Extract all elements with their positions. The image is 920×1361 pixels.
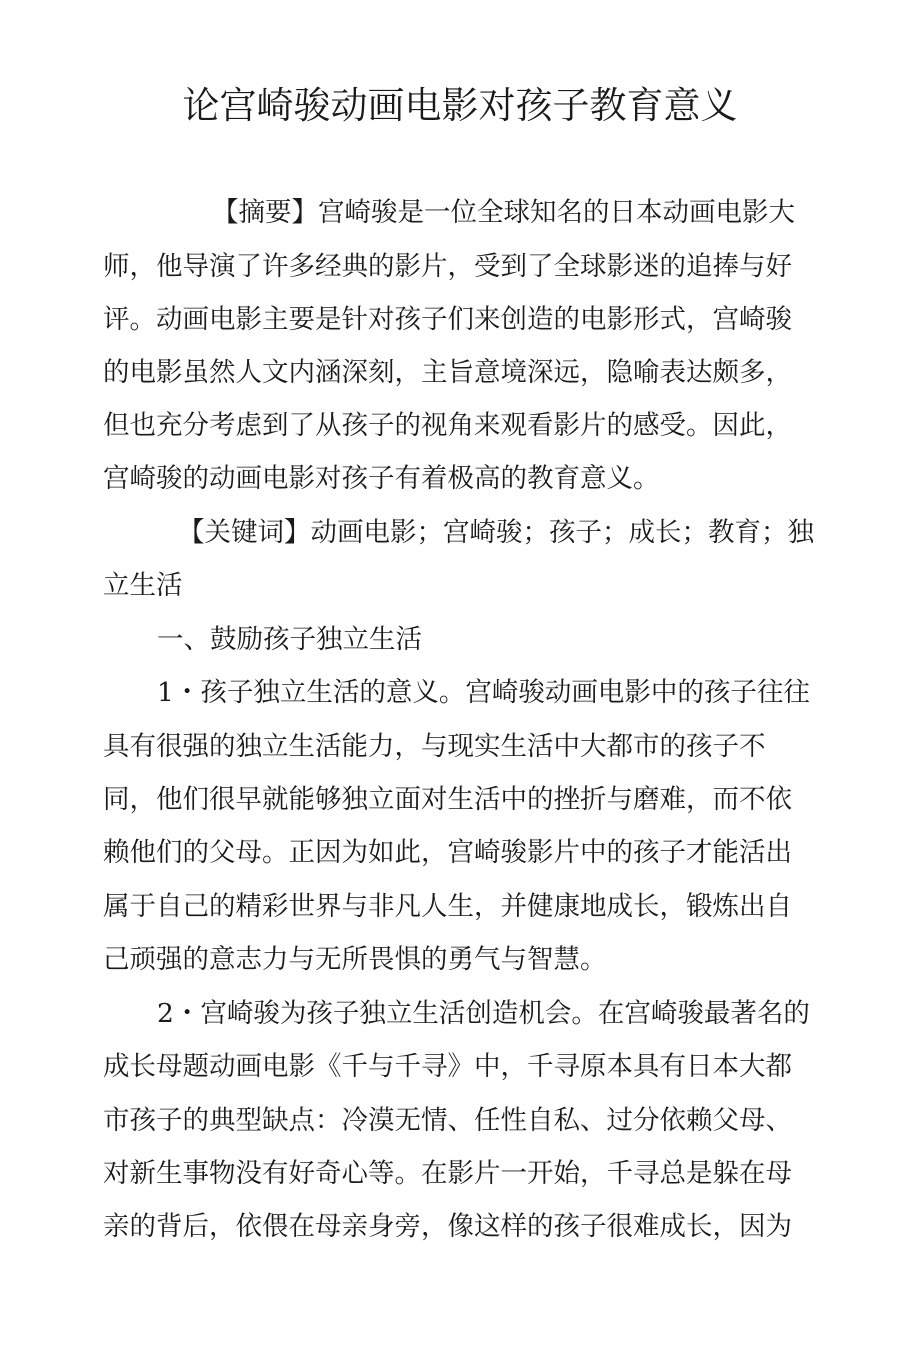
paragraph-2-line-2: 成长母题动画电影《千与千寻》中，千寻原本具有日本大都 — [103, 1051, 792, 1082]
section-heading: 一、鼓励孩子独立生活 — [157, 624, 422, 655]
paragraph-2-line-4: 对新生事物没有好奇心等。在影片一开始，千寻总是躲在母 — [103, 1158, 792, 1189]
abstract-line-4: 的电影虽然人文内涵深刻，主旨意境深远，隐喻表达颇多， — [103, 357, 792, 388]
paragraph-2-line-3: 市孩子的典型缺点：冷漠无情、任性自私、过分依赖父母、 — [103, 1105, 792, 1136]
abstract-line-3: 评。动画电影主要是针对孩子们来创造的电影形式，宫崎骏 — [103, 304, 792, 335]
paragraph-1-line-4: 赖他们的父母。正因为如此，宫崎骏影片中的孩子才能活出 — [103, 837, 792, 868]
paragraph-1-line-6: 己顽强的意志力与无所畏惧的勇气与智慧。 — [103, 944, 607, 975]
paragraph-1-line-5: 属于自己的精彩世界与非凡人生，并健康地成长，锻炼出自 — [103, 891, 792, 922]
keywords-line-1: 【关键词】动画电影；宫崎骏；孩子；成长；教育；独 — [178, 517, 814, 548]
abstract-line-1: 【摘要】宫崎骏是一位全球知名的日本动画电影大 — [212, 197, 795, 228]
abstract-line-6: 宫崎骏的动画电影对孩子有着极高的教育意义。 — [103, 463, 660, 494]
paragraph-1-line-1: 1・孩子独立生活的意义。宫崎骏动画电影中的孩子往往 — [157, 677, 810, 708]
document-title: 论宫崎骏动画电影对孩子教育意义 — [182, 84, 738, 127]
paragraph-1-line-3: 同，他们很早就能够独立面对生活中的挫折与磨难，而不依 — [103, 784, 792, 815]
abstract-line-5: 但也充分考虑到了从孩子的视角来观看影片的感受。因此， — [103, 410, 792, 441]
paragraph-2-line-1: 2・宫崎骏为孩子独立生活创造机会。在宫崎骏最著名的 — [157, 998, 810, 1029]
abstract-line-2: 师，他导演了许多经典的影片，受到了全球影迷的追捧与好 — [103, 251, 792, 282]
paragraph-2-line-5: 亲的背后，依偎在母亲身旁，像这样的孩子很难成长，因为 — [103, 1211, 792, 1242]
paragraph-1-line-2: 具有很强的独立生活能力，与现实生活中大都市的孩子不 — [103, 731, 766, 762]
keywords-line-2: 立生活 — [103, 570, 183, 601]
